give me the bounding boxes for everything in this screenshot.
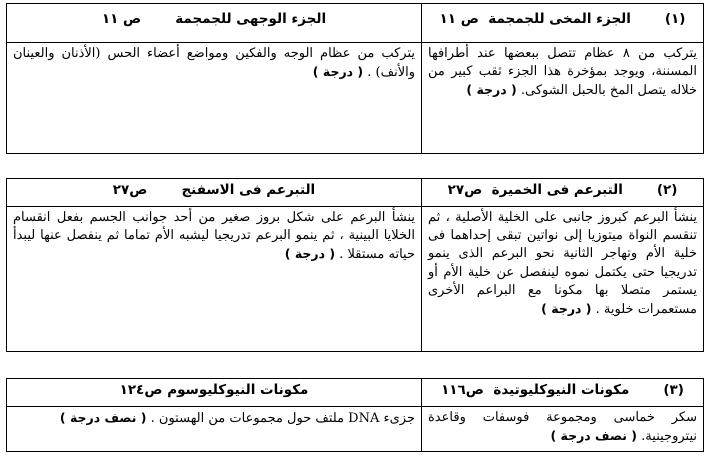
header-nucleosome xyxy=(7,379,422,407)
header-title: مكونات النيوكليوسوم xyxy=(167,382,309,398)
page-ref: ص٢٧ xyxy=(112,182,148,198)
comparison-table-2 xyxy=(6,178,704,352)
header-cranial-part xyxy=(422,4,704,43)
comparison-table-1 xyxy=(6,3,704,154)
question-number: (٢) xyxy=(656,182,678,198)
question-number: (١) xyxy=(664,11,686,27)
page-ref: ص١١٦ xyxy=(441,382,484,398)
answer-text: سكر خماسى ومجموعة فوسفات وقاعدة نيتروجينية. xyxy=(428,410,697,445)
comparison-table-3 xyxy=(6,378,704,452)
answer-text: ينشأ البرعم كبروز جانبى على الخلية الأصلية ، ثم تنقسم النواة ميتوزيا إلى نواتين تبقى إحداهما فى خلية الأم وتهاجر الثانية نحو البرعم الذى ينمو تدريجيا حتى يكتمل نموه لينفصل عن خلية الأم أو يستمر متصلا بها مكونا مع البراعم الأخرى مستعمرات خلوية . xyxy=(428,210,697,318)
answer-sponge-budding xyxy=(7,207,422,352)
header-title: التبرعم فى الاسفنج xyxy=(181,182,316,198)
grade-label: ( درجة ) xyxy=(466,82,517,98)
answer-yeast-budding xyxy=(422,207,704,352)
page-ref: ص١٢٤ xyxy=(119,382,163,398)
answer-text: يتركب من عظام الوجه والفكين ومواضع أعضاء الحس (الأذنان والعينان والأنف) . xyxy=(13,46,415,81)
header-title: مكونات النيوكليوتيدة xyxy=(493,382,630,398)
answer-text: يتركب من ٨ عظام تتصل ببعضها عند أطرافها المسننة، ويوجد بمؤخرة هذا الجزء ثقب كبير من خلاله يتصل المخ بالحبل الشوكى. xyxy=(428,46,697,99)
answer-nucleotide xyxy=(422,407,704,452)
answer-facial-part xyxy=(7,43,422,154)
page-ref: ص ١١ xyxy=(439,11,479,27)
grade-label: ( نصف درجة ) xyxy=(550,428,638,444)
answer-text: جزىء DNA ملتف حول مجموعات من الهستون . xyxy=(150,411,415,426)
answer-text: ينشأ البرعم على شكل بروز صغير من أحد جوانب الجسم بفعل انقسام الخلايا البينية ، ثم ينمو البرعم تدريجيا ليشبه الأم تماما ثم ينفصل عنها ليبدأ حياته مستقلا . xyxy=(13,210,415,263)
grade-label: ( درجة ) xyxy=(312,64,364,80)
header-title: التبرعم فى الخميرة xyxy=(491,182,623,198)
header-sponge-budding xyxy=(7,179,422,207)
header-facial-part xyxy=(7,4,422,43)
grade-label: ( نصف درجة ) xyxy=(59,410,147,425)
page-ref: ص٢٧ xyxy=(447,182,483,198)
header-title: الجزء المخى للجمجمة xyxy=(488,11,631,27)
question-number: (٣) xyxy=(663,382,684,398)
grade-label: ( درجة ) xyxy=(541,301,592,317)
answer-cranial-part xyxy=(422,43,704,154)
header-title: الجزء الوجهى للجمجمة xyxy=(175,11,327,27)
answer-nucleosome xyxy=(7,407,422,452)
header-yeast-budding xyxy=(422,179,704,207)
header-nucleotide xyxy=(422,379,704,407)
grade-label: ( درجة ) xyxy=(284,246,336,262)
page-ref: ص ١١ xyxy=(101,11,142,27)
